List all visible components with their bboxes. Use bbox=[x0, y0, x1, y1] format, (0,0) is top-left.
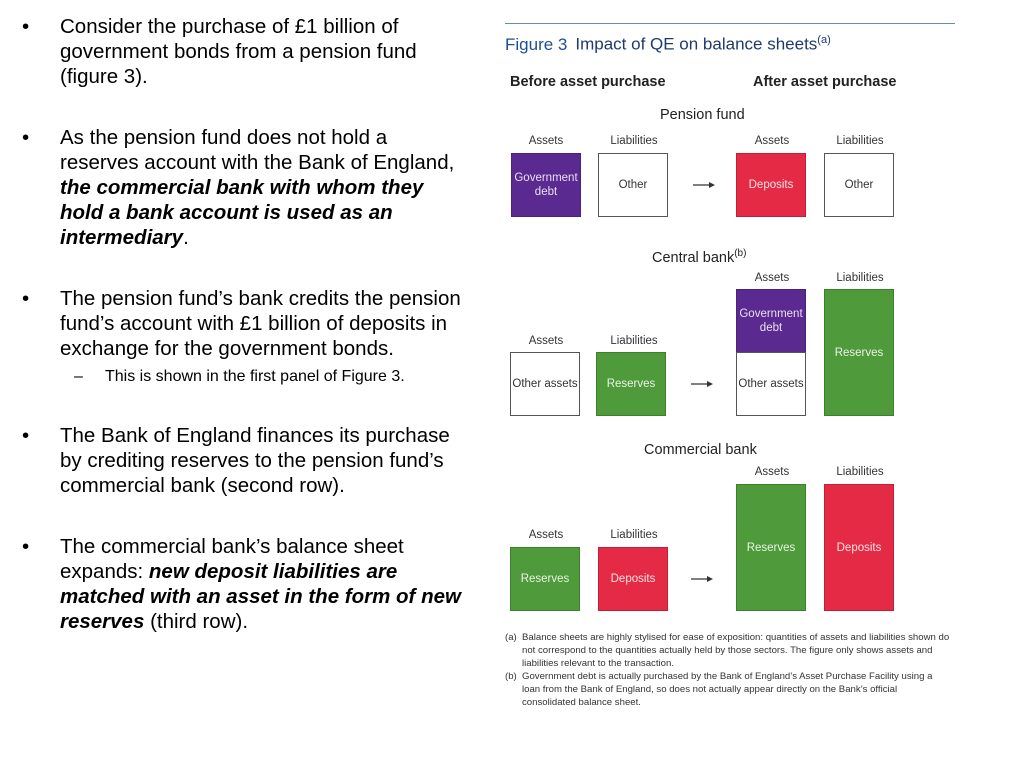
commercial-before-assets-box: Reserves bbox=[510, 547, 580, 611]
bullet-1 bbox=[22, 14, 462, 89]
sub-bullet-text: This is shown in the first panel of Figure 3. bbox=[105, 368, 405, 385]
assets-label: Assets bbox=[754, 272, 790, 284]
liabilities-label: Liabilities bbox=[610, 135, 658, 147]
figure-title bbox=[505, 34, 831, 55]
assets-label: Assets bbox=[528, 335, 564, 347]
figure-notes bbox=[505, 631, 950, 709]
figure-number: Figure 3 bbox=[505, 34, 568, 54]
note-text: Balance sheets are highly stylised for ease of exposition: quantities of assets and liabilities shown do not correspond to the quantities actually held by those sectors. The figure only shows assets and liabilities relevant to the transaction. bbox=[522, 632, 950, 669]
commercial-after-assets-box: Reserves bbox=[736, 484, 806, 611]
sub-bullet bbox=[22, 367, 462, 387]
liabilities-label: Liabilities bbox=[610, 335, 658, 347]
bullet-dot: • bbox=[22, 535, 30, 558]
bullet-text: As the pension fund does not hold a reserves account with the Bank of England, bbox=[60, 126, 455, 174]
note-text: Government debt is actually purchased by the Bank of England’s Asset Purchase Facility using a loan from the Bank of England, so does not actually appear directly on the Bank’s official consolidated balance sheet. bbox=[522, 671, 933, 708]
bullet-text: Consider the purchase of £1 billion of government bonds from a pension fund (figure 3). bbox=[60, 15, 417, 88]
figure-title-text: Impact of QE on balance sheets bbox=[575, 34, 818, 54]
liabilities-label: Liabilities bbox=[610, 529, 658, 541]
arrow-right-icon bbox=[691, 574, 713, 584]
bullet-text: The pension fund’s bank credits the pension fund’s account with £1 billion of deposits in exchange for the government bonds. bbox=[60, 287, 461, 360]
liabilities-label: Liabilities bbox=[836, 466, 884, 478]
bullet-text: The commercial bank’s balance sheet expands: bbox=[60, 535, 404, 583]
bullet-dot: • bbox=[22, 15, 30, 38]
bullet-3 bbox=[22, 286, 462, 387]
commercial-bank-heading: Commercial bank bbox=[644, 442, 757, 458]
bullet-dot: • bbox=[22, 126, 30, 149]
central-after-assets-bottom-box: Other assets bbox=[736, 352, 806, 416]
central-after-liabilities-box: Reserves bbox=[824, 289, 894, 416]
after-heading: After asset purchase bbox=[753, 74, 897, 90]
bullet-2 bbox=[22, 125, 462, 250]
pension-after-assets-box: Deposits bbox=[736, 153, 806, 217]
before-heading: Before asset purchase bbox=[510, 74, 666, 90]
note-tag: (a) bbox=[505, 632, 517, 643]
commercial-before-liabilities-box: Deposits bbox=[598, 547, 668, 611]
central-before-liabilities-box: Reserves bbox=[596, 352, 666, 416]
pension-fund-heading: Pension fund bbox=[660, 107, 745, 123]
bullet-dot: • bbox=[22, 287, 30, 310]
central-bank-name: Central bank bbox=[652, 249, 735, 266]
figure-top-rule bbox=[505, 23, 955, 24]
pension-after-liabilities-box: Other bbox=[824, 153, 894, 217]
liabilities-label: Liabilities bbox=[836, 272, 884, 284]
figure-note-b bbox=[505, 670, 950, 709]
commercial-after-liabilities-box: Deposits bbox=[824, 484, 894, 611]
sub-bullet-dash: – bbox=[74, 368, 83, 385]
bullet-dot: • bbox=[22, 424, 30, 447]
assets-label: Assets bbox=[528, 529, 564, 541]
liabilities-label: Liabilities bbox=[836, 135, 884, 147]
bullet-text: The Bank of England finances its purchase by crediting reserves to the pension fund’s commercial bank (second row). bbox=[60, 424, 450, 497]
central-bank-note: (b) bbox=[734, 248, 747, 259]
central-bank-heading bbox=[652, 248, 746, 266]
figure-note-a bbox=[505, 631, 950, 670]
bullet-text-end: (third row). bbox=[144, 610, 249, 633]
note-tag: (b) bbox=[505, 671, 517, 682]
bullet-text-end: . bbox=[183, 226, 189, 249]
assets-label: Assets bbox=[754, 135, 790, 147]
central-after-assets-top-box: Government debt bbox=[736, 289, 806, 353]
central-before-assets-box: Other assets bbox=[510, 352, 580, 416]
bullet-emphasis: new deposit liabilities are matched with an asset in the form of new reserves bbox=[60, 560, 461, 633]
bullet-4 bbox=[22, 423, 462, 498]
bullet-emphasis: the commercial bank with whom they hold a bank account is used as an intermediary bbox=[60, 176, 424, 249]
arrow-right-icon bbox=[693, 180, 715, 190]
pension-before-assets-box: Government debt bbox=[511, 153, 581, 217]
bullet-list bbox=[22, 14, 462, 670]
bullet-5 bbox=[22, 534, 462, 634]
pension-before-liabilities-box: Other bbox=[598, 153, 668, 217]
assets-label: Assets bbox=[528, 135, 564, 147]
assets-label: Assets bbox=[754, 466, 790, 478]
arrow-right-icon bbox=[691, 379, 713, 389]
figure-title-note: (a) bbox=[817, 34, 831, 46]
